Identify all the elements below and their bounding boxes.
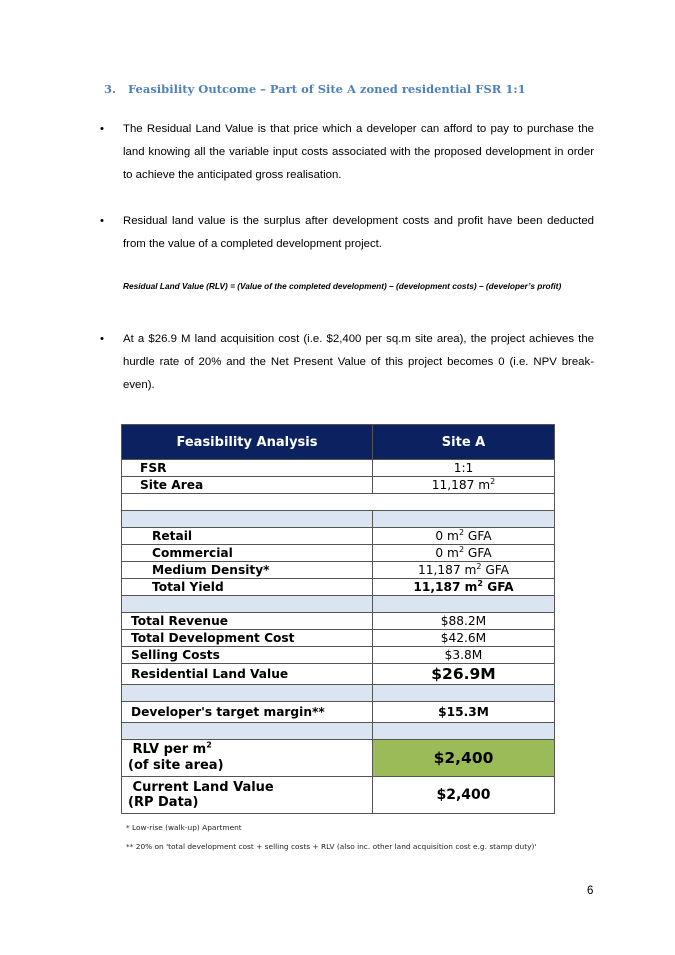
row-label: Total Yield <box>122 579 373 596</box>
row-label: RLV per $m^2$ (of site area) <box>122 740 373 777</box>
header-label: Feasibility Analysis <box>122 425 373 460</box>
row-label: Total Development Cost <box>122 630 373 647</box>
table-row <box>122 630 555 647</box>
section-heading <box>104 82 526 96</box>
row-value: $2,400 <box>373 777 555 814</box>
row-label: Site Area <box>122 477 373 494</box>
row-value: 11,187 $m^2$ GFA <box>373 579 555 596</box>
row-value: 11,187 $m^2$ GFA <box>373 562 555 579</box>
row-value: $42.6M <box>373 630 555 647</box>
page-number: 6 <box>587 885 594 897</box>
row-label: Residential Land Value <box>122 664 373 685</box>
spacer-row <box>122 596 555 613</box>
row-label: Developer's target margin** <box>122 702 373 723</box>
row-label: Retail <box>122 528 373 545</box>
table-row <box>122 460 555 477</box>
row-value-highlight: $2,400 <box>373 740 555 777</box>
row-value: 0 $m^2$ GFA <box>373 545 555 562</box>
section-number: 3. <box>104 82 117 96</box>
feasibility-table <box>121 424 555 814</box>
table-row <box>122 664 555 685</box>
table-row <box>122 740 555 777</box>
rlv-formula: Residual Land Value (RLV) = (Value of the completed development) – (development costs) – (developer’s profit) <box>123 281 562 291</box>
header-value: Site A <box>373 425 555 460</box>
bullet-icon: • <box>100 333 104 345</box>
bullet-icon: • <box>100 215 104 227</box>
table-row <box>122 613 555 630</box>
spacer-row <box>122 723 555 740</box>
spacer-row <box>122 511 555 528</box>
row-value: 0 $m^2$ GFA <box>373 528 555 545</box>
section-title: Feasibility Outcome – Part of Site A zoned residential FSR 1:1 <box>128 82 526 96</box>
table-row <box>122 545 555 562</box>
row-label: Commercial <box>122 545 373 562</box>
table-row <box>122 477 555 494</box>
row-value: $15.3M <box>373 702 555 723</box>
bullet-item <box>100 328 594 397</box>
bullet-icon: • <box>100 123 104 135</box>
table-row <box>122 528 555 545</box>
row-label: Current Land Value (RP Data) <box>122 777 373 814</box>
spacer-row <box>122 494 555 511</box>
row-value: 11,187 $m^2$ <box>373 477 555 494</box>
table-row <box>122 579 555 596</box>
table-header-row <box>122 425 555 460</box>
bullet-text: Residual land value is the surplus after development costs and profit have been deducted from the value of a completed development project. <box>123 215 594 250</box>
row-label: FSR <box>122 460 373 477</box>
row-value: 1:1 <box>373 460 555 477</box>
table-row <box>122 562 555 579</box>
bullet-item <box>100 118 594 187</box>
table-row <box>122 702 555 723</box>
row-label: Selling Costs <box>122 647 373 664</box>
bullet-text: The Residual Land Value is that price which a developer can afford to pay to purchase the land knowing all the variable input costs associated with the proposed development in order to achieve the anticipated gross realisation. <box>123 123 594 181</box>
footnote: ** 20% on 'total development cost + selling costs + RLV (also inc. other land acquisition cost e.g. stamp duty)' <box>126 842 537 851</box>
row-value: $88.2M <box>373 613 555 630</box>
row-label: Total Revenue <box>122 613 373 630</box>
bullet-item <box>100 210 594 256</box>
bullet-text: At a $26.9 M land acquisition cost (i.e. $2,400 per sq.m site area), the project achieves the hurdle rate of 20% and the Net Present Value of this project becomes 0 (i.e. NPV break-even). <box>123 333 594 391</box>
row-label: Medium Density* <box>122 562 373 579</box>
footnote: * Low-rise (walk-up) Apartment <box>126 823 242 832</box>
table-row <box>122 777 555 814</box>
spacer-row <box>122 685 555 702</box>
row-value: $3.8M <box>373 647 555 664</box>
table-row <box>122 647 555 664</box>
row-value: $26.9M <box>373 664 555 685</box>
